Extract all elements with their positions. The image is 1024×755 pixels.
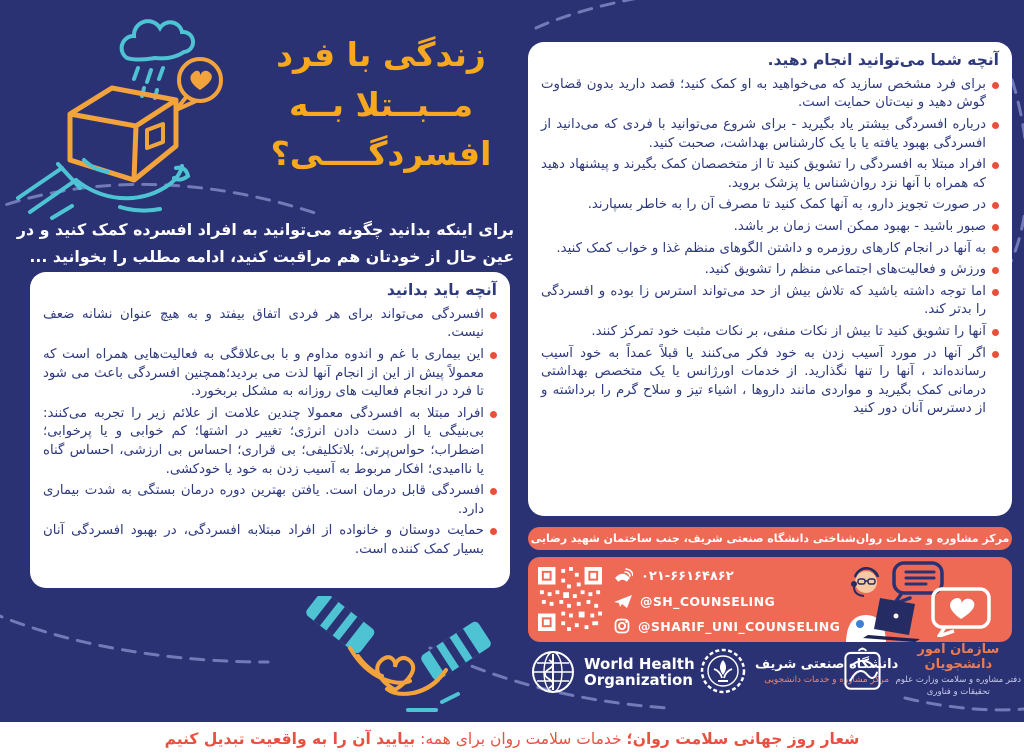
title-line-3: افسردگــــی؟	[270, 134, 492, 173]
footer-slogan-tail: بیایید آن را به واقعیت تبدیل کنیم	[164, 729, 416, 748]
heart-bubble-icon	[176, 59, 221, 110]
who-emblem-icon	[531, 650, 575, 694]
title-line-2: مــبــتلا بــه	[289, 84, 473, 124]
chat-heart-icon	[930, 587, 996, 637]
footer-slogan-lead: شعار روز جهانی سلامت روان؛	[626, 729, 860, 748]
footer-banner	[0, 722, 1024, 755]
do-card-list-item	[541, 240, 999, 259]
bullet-dot-icon	[992, 122, 999, 129]
sharif-emblem-icon	[699, 647, 747, 695]
student-affairs-logo	[842, 642, 1024, 699]
know-card-item-text: حمایت دوستان و خانواده از افراد مبتلابه افسردگی، در بهبود افسردگی آنان بسیار کمک کننده است.	[43, 523, 484, 557]
know-card-list-item	[43, 522, 497, 559]
do-card-heading: آنچه شما می‌توانید انجام دهید.	[767, 51, 999, 69]
do-card-list-item	[541, 196, 999, 215]
do-card-item-text: در صورت تجویز دارو، به آنها کمک کنید تا مصرف آن را به خاطر بسپارند.	[587, 197, 986, 213]
do-card-item-text: درباره افسردگی بیشتر یاد بگیرید - برای شروع می‌توانید با فردی که می‌دانید از افسردگی بهبود یافته یا با یک کارشناس بهداشت، صحبت کنید.	[541, 116, 986, 151]
do-card-item-text: افراد مبتلا به افسردگی را تشویق کنید تا از متخصصان کمک بگیرند و پیشنهاد دهید که همراه با آنها نزد روان‌شناس یا پزشک بروید.	[541, 157, 986, 191]
do-card-item-text: اگر آنها در مورد آسیب زدن به خود فکر می‌کنند یا قبلاً عمداً به خود آسیب رسانده‌اند ، آنها را تنها نگذارید. از خدمات اورژانس یا یک متخصص بهداشتی درمانی کمک بگیرید و مواردی مانند داروها ، اشیاء تیز و سلاح گرم را برداشته و از دسترس آنان دور کنید	[541, 345, 986, 417]
who-line-2: Organization	[584, 671, 693, 689]
know-card-item-text: این بیماری با غم و اندوه مداوم و با بی‌علاقگی به فعالیت‌هایی همراه است که معمولاً پیش از این از انجام آنها لذت می بردید؛همچنین افسردگی باعث می شود تا فرد در انجام فعالیت های روزانه به مشکل بربخورد.	[43, 346, 484, 400]
what-you-can-do-card	[528, 42, 1012, 516]
bullet-dot-icon	[490, 312, 497, 319]
bullet-dot-icon	[992, 267, 999, 274]
bullet-dot-icon	[490, 352, 497, 359]
sharif-subtitle: مرکز مشاوره و خدمات دانشجویی	[764, 675, 890, 685]
telegram-handle: @SH_COUNSELING	[640, 593, 776, 609]
do-card-item-text: آنها را تشویق کنید تا بیش از نکات منفی، بر نکات مثبت خود تمرکز کنند.	[591, 324, 986, 339]
phone-line	[614, 565, 840, 587]
footer-slogan-middle: خدمات سلامت روان برای همه:	[415, 729, 622, 748]
bullet-dot-icon	[992, 329, 999, 336]
know-card-list-item	[43, 346, 497, 402]
house-icon	[70, 88, 176, 180]
poster-title	[242, 30, 520, 179]
bullet-dot-icon	[992, 162, 999, 169]
left-sleeve	[304, 596, 376, 655]
do-card-item-text: ورزش و فعالیت‌های اجتماعی منظم را تشویق کنید.	[704, 262, 986, 278]
do-card-list-item	[541, 76, 999, 113]
do-card-item-text: به آنها در انجام کارهای روزمره و داشتن الگوهای منظم غذا و خواب کمک کنید.	[556, 240, 986, 256]
who-logo-text	[584, 656, 695, 689]
telegram-line	[614, 590, 840, 612]
phone-icon	[614, 568, 633, 584]
instagram-icon	[614, 618, 630, 634]
telegram-icon	[614, 594, 632, 609]
know-card-list-item	[43, 482, 497, 519]
instagram-handle: @SHARIF_UNI_COUNSELING	[638, 618, 841, 634]
phone-number: ۰۲۱-۶۶۱۶۴۸۶۲	[641, 568, 734, 584]
saorg-subtitle-line-2: تحقیقات و فناوری	[926, 686, 990, 697]
bullet-dot-icon	[490, 528, 497, 535]
bullet-dot-icon	[490, 411, 497, 418]
do-card-item-text: اما توجه داشته باشید که تلاش بیش از حد می‌تواند استرس زا بوده و افسردگی را بدتر کند.	[541, 283, 986, 318]
do-card-list-item	[541, 345, 999, 419]
do-card-list-item	[541, 116, 999, 153]
title-line-1: زندگی با فرد	[276, 35, 486, 74]
saorg-title: سازمان امور دانشجویان	[917, 642, 1000, 672]
bullet-dot-icon	[992, 351, 999, 358]
saorg-subtitle	[893, 675, 1024, 699]
know-card-item-text: افسردگی می‌تواند برای هر فردی اتفاق بیفتد و به هیچ عنوان نشانه ضعف نیست.	[43, 306, 484, 341]
know-card-list-item	[43, 306, 497, 343]
intro-text: برای اینکه بدانید چگونه می‌توانید به افراد افسرده کمک کنید و در عین حال از خودتان هم مراقبت کنید، ادامه مطلب را بخوانید ...	[16, 220, 514, 267]
do-card-list	[541, 76, 999, 419]
know-card-item-text: افسردگی قابل درمان است. یافتن بهترین دوره درمان بستگی به شدت بیماری دارد.	[43, 483, 484, 517]
contact-box	[528, 557, 1012, 642]
do-card-list-item	[541, 323, 999, 342]
do-card-item-text: صبور باشید - بهبود ممکن است زمان بر باشد.	[733, 218, 986, 234]
footer-slogan	[165, 730, 860, 748]
rain-cloud-icon	[122, 21, 193, 98]
motion-lines	[408, 694, 458, 710]
who-logo	[531, 650, 695, 694]
saorg-logo-text	[893, 642, 1024, 699]
counseling-center-banner: مرکز مشاوره و خدمات روان‌شناختی دانشگاه صنعتی شریف، جنب ساختمان شهید رضایی	[528, 527, 1012, 550]
know-card-list	[43, 306, 497, 560]
do-card-list-item	[541, 218, 999, 237]
bullet-dot-icon	[992, 224, 999, 231]
who-line-1: World Health	[584, 654, 695, 673]
bullet-dot-icon	[490, 488, 497, 495]
saorg-seal-icon	[842, 642, 885, 698]
know-card-list-item	[43, 405, 497, 479]
bullet-dot-icon	[992, 82, 999, 89]
do-card-list-item	[541, 283, 999, 320]
hand-holding-house-illustration	[0, 2, 270, 227]
instagram-line	[614, 615, 840, 637]
qr-code	[538, 567, 602, 631]
bullet-dot-icon	[992, 202, 999, 209]
bullet-dot-icon	[992, 289, 999, 296]
do-card-list-item	[541, 156, 999, 193]
sharif-title: دانشگاه صنعتی شریف	[755, 657, 899, 672]
do-card-list-item	[541, 261, 999, 280]
what-to-know-card	[30, 272, 510, 588]
right-sleeve	[419, 620, 492, 682]
bullet-dot-icon	[992, 246, 999, 253]
hands-heart-illustration	[288, 596, 506, 718]
do-card-item-text: برای فرد مشخص سازید که می‌خواهید به او کمک کنید؛ قصد دارید بدون قضاوت گوش دهید و نیت‌تان حمایت است.	[541, 76, 986, 111]
know-card-heading: آنچه باید بدانید	[386, 281, 497, 299]
saorg-subtitle-line-1: دفتر مشاوره و سلامت وزارت علوم	[895, 675, 1022, 685]
contact-lines	[614, 565, 840, 637]
know-card-item-text: افراد مبتلا به افسردگی معمولا چندین علامت از علائم زیر را تجربه می‌کنند: بی‌بنیگی یا از دست دادن انرژی؛ تغییر در اشتها؛ کم خوابی و یا پرخوابی؛ اضطراب؛ حواس‌پرتی؛ بلاتکلیفی؛ بی قراری؛ احساس بی ارزشی، احساس گناه یا ناامیدی؛ افکار مربوط به آسیب زدن به خود یا خودکشی.	[43, 405, 484, 477]
